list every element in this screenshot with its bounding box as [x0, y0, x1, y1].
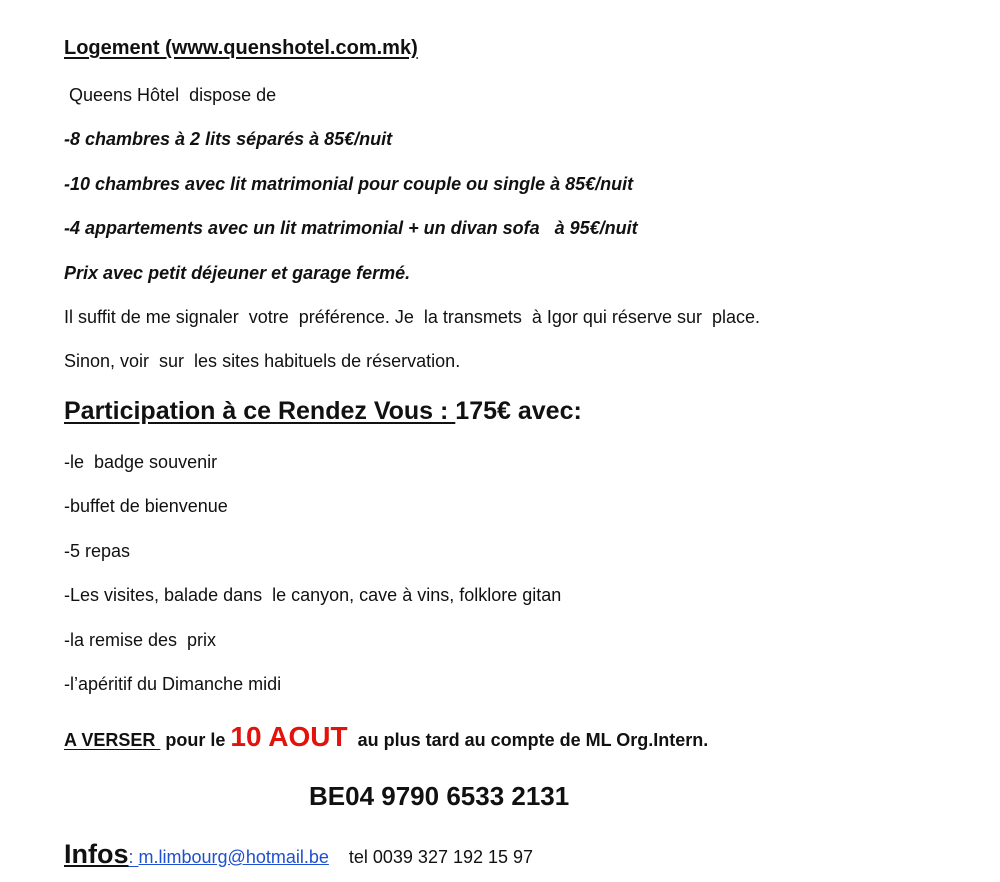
- payment-line: [64, 720, 708, 757]
- payment-deadline: 10 AOUT: [230, 721, 348, 752]
- phone-number: tel 0039 327 192 15 97: [328, 847, 534, 867]
- payment-pour: pour le: [160, 730, 231, 750]
- payment-details: au plus tard au compte de ML Org.Intern.: [347, 730, 709, 750]
- participation-item: -la remise des prix: [64, 630, 217, 650]
- participation-price: 175€ avec:: [455, 397, 582, 425]
- participation-heading: [64, 396, 582, 426]
- participation-item: -buffet de bienvenue: [64, 496, 228, 516]
- booking-note: Il suffit de me signaler votre préférence. Je la transmets à Igor qui réserve sur place.: [64, 307, 760, 327]
- participation-item: -5 repas: [64, 541, 131, 561]
- price-note: Prix avec petit déjeuner et garage fermé.: [64, 263, 411, 283]
- participation-item: -Les visites, balade dans le canyon, cave à vins, folklore gitan: [64, 585, 562, 605]
- iban: BE04 9790 6533 2131: [309, 781, 570, 811]
- room-option-1: -8 chambres à 2 lits séparés à 85€/nuit: [64, 129, 393, 149]
- alt-booking-note: Sinon, voir sur les sites habituels de réservation.: [64, 351, 461, 371]
- participation-item: -l’apéritif du Dimanche midi: [64, 674, 282, 694]
- participation-title: Participation à ce Rendez Vous :: [64, 397, 456, 425]
- infos-line: [64, 838, 533, 873]
- infos-label: Infos: [64, 839, 129, 869]
- logement-title: Logement (www.quenshotel.com.mk): [64, 37, 418, 59]
- participation-item: -le badge souvenir: [64, 452, 218, 472]
- room-option-3: -4 appartements avec un lit matrimonial + un divan sofa à 95€/nuit: [64, 218, 638, 238]
- email-link[interactable]: m.limbourg@hotmail.be: [138, 847, 329, 867]
- payment-label: A VERSER: [64, 730, 161, 750]
- infos-sep: :: [128, 847, 139, 867]
- room-option-2: -10 chambres avec lit matrimonial pour couple ou single à 85€/nuit: [64, 174, 634, 194]
- hotel-intro: Queens Hôtel dispose de: [64, 85, 277, 105]
